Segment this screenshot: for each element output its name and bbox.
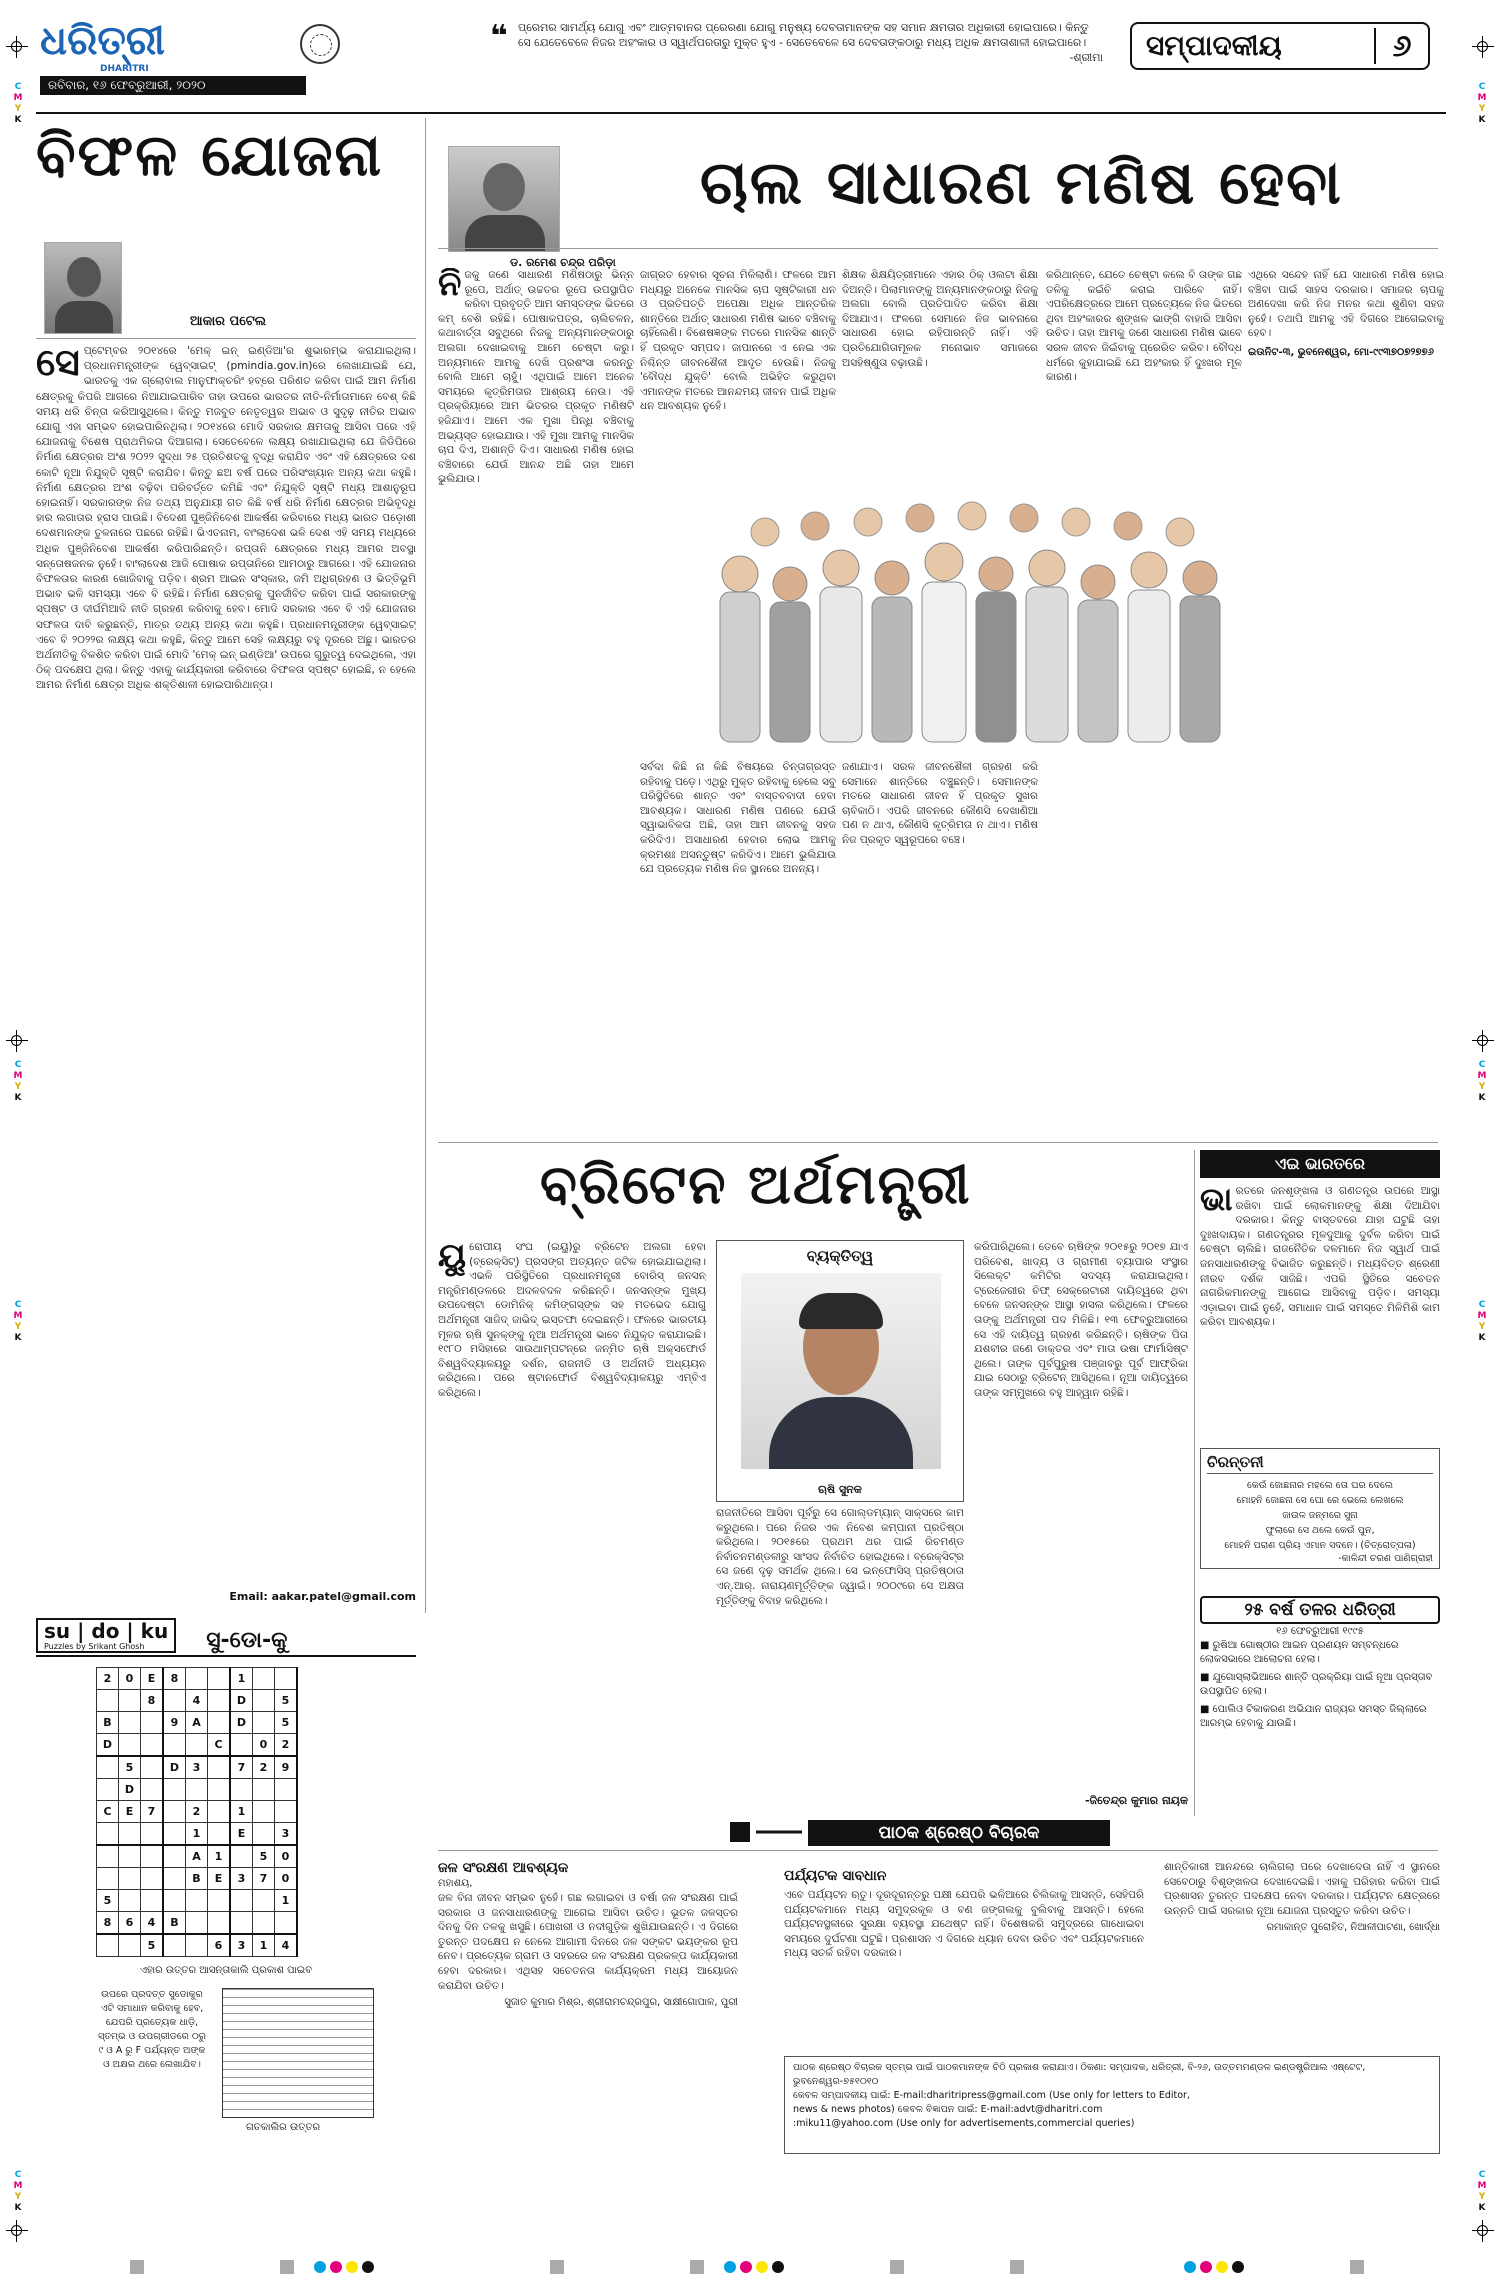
sudoku-row: [97, 1756, 298, 1779]
crowd-illustration: [710, 492, 1240, 754]
editorial-dropcap: ସେ: [36, 344, 80, 384]
column-rule: [1194, 1150, 1195, 1816]
poem-line: ଜାଉଳ ଜନ୍ମରେ ସୁନା: [1282, 1510, 1358, 1521]
sudoku-cell[interactable]: 5: [141, 1934, 164, 1957]
sudoku-cell[interactable]: [141, 1868, 164, 1890]
divider: [438, 1850, 1438, 1851]
sudoku-cell[interactable]: D: [230, 1690, 253, 1712]
sudoku-cell[interactable]: [119, 1934, 141, 1957]
readers-banner: ପାଠକ ଶ୍ରେଷ୍ଠ ବିଚାରକ: [808, 1820, 1110, 1846]
sudoku-row: [97, 1912, 298, 1935]
sudoku-cell[interactable]: 5: [275, 1690, 298, 1712]
sudoku-answer-grid: [222, 1988, 374, 2118]
sudoku-cell[interactable]: [186, 1779, 208, 1801]
letter-2-title: ପର୍ଯ୍ୟଟକ ସାବଧାନ: [784, 1868, 887, 1884]
sudoku-cell[interactable]: [230, 1890, 253, 1912]
sudoku-row: [97, 1712, 298, 1734]
india-dropcap: ଭା: [1200, 1184, 1233, 1218]
sudoku-cell[interactable]: E: [230, 1823, 253, 1846]
years-ago-item: ■ ଯୁଗୋସ୍ଲାଭିଆରେ ଶାନ୍ତି ପ୍ରକ୍ରିୟା ପାଇଁ ନୂଆ ପ୍ରସ୍ତାବ ଉପସ୍ଥାପିତ ହେଲା।: [1200, 1672, 1433, 1697]
sudoku-row: [97, 1823, 298, 1846]
sudoku-cell[interactable]: 3: [186, 1756, 208, 1779]
sudoku-cell[interactable]: 4: [275, 1934, 298, 1957]
sudoku-cell[interactable]: [119, 1690, 141, 1712]
registration-mark: [6, 36, 28, 58]
pen-icon: [726, 1818, 806, 1846]
sudoku-row: [97, 1868, 298, 1890]
quote-mark-icon: ❝: [490, 19, 508, 54]
chirantani-poem: [1207, 1478, 1433, 1553]
sudoku-answer-title: ଗତକାଲିର ଉତ୍ତର: [246, 2122, 321, 2133]
sudoku-cell[interactable]: [253, 1690, 275, 1712]
feature-text: ରୋପୀୟ ସଂଘ (ଇୟୁ)ରୁ ବ୍ରିଟେନ ଅଲଗା ହେବା (ବ୍ରେକ୍ସିଟ୍) ପ୍ରସଙ୍ଗ ଅତ୍ୟନ୍ତ ଜଟିଳ ହୋଇଯାଇଥିଲା। ଏଭଳି ପରିସ୍ଥିତିରେ ପ୍ରଧାନମନ୍ତ୍ରୀ ବୋରିସ୍ ଜନସନ୍ ମନ୍ତ୍ରିମଣ୍ଡଳରେ ଅଦଳବଦଳ କରିଛନ୍ତି। ଜନସନ୍‌ଙ୍କ ମୁଖ୍ୟ ଉପଦେଷ୍ଟା ଡୋମିନିକ୍ କମିଙ୍ଗସ୍‌ଙ୍କ ସହ ମତଭେଦ ଯୋଗୁ ଅର୍ଥମନ୍ତ୍ରୀ ସାଜିଦ୍ ଜାଭିଦ୍ ଇସ୍ତଫା ଦେଇଛନ୍ତି। ଫଳରେ ଭାରତୀୟ ମୂଳର ଋଷି ସୁନକ୍‌ଙ୍କୁ ନୂଆ ଅର୍ଥମନ୍ତ୍ରୀ ଭାବେ ନିଯୁକ୍ତ କରାଯାଇଛି। ୧୯୮୦ ମସିହାରେ ସାଉଥାମ୍ପଟନ୍‌ରେ ଜନ୍ମିତ ଋଷି ଅକ୍ସଫୋର୍ଡ ବିଶ୍ୱବିଦ୍ୟାଳୟରୁ ଦର୍ଶନ, ରାଜନୀତି ଓ ଅର୍ଥନୀତି ଅଧ୍ୟୟନ କରିଥିଲେ। ପରେ ଷ୍ଟାନଫୋର୍ଡ ବିଶ୍ୱବିଦ୍ୟାଳୟରୁ ଏମ୍‌ବିଏ କରିଥିଲେ।: [438, 1241, 706, 1399]
sudoku-cell[interactable]: [253, 1890, 275, 1912]
sudoku-cell[interactable]: [97, 1756, 119, 1779]
letter-3-text: ଶାନ୍ତିକାରୀ ଆନନ୍ଦରେ ଚାଲିଗଲା ପରେ ଦେଖାଦେଉ ନାହିଁ ଏ ସ୍ଥାନରେ ସେବେଠାରୁ ବିଶୃଙ୍ଖଳତା ଦେଖାଦେଇଛି। ଏହାକୁ ପରିହାର କରିବା ପାଇଁ ପ୍ରଶାସନ ତୁରନ୍ତ ପଦକ୍ଷେପ ନେବା ଦରକାର। ପର୍ଯ୍ୟଟନ କ୍ଷେତ୍ରରେ ଉନ୍ନତି ପାଇଁ ସରକାର ନୂଆ ଯୋଜନା ପ୍ରସ୍ତୁତ କରିବା ଉଚିତ।: [1164, 1861, 1440, 1917]
letter-1: [438, 1860, 738, 2190]
sudoku-cell[interactable]: 1: [275, 1890, 298, 1912]
lead-col-5: [1248, 268, 1444, 758]
sudoku-cell[interactable]: 3: [230, 1868, 253, 1890]
india-box-text: ରତରେ ଜନଶୃଙ୍ଖଳା ଓ ଗଣତନ୍ତ୍ର ଉପରେ ଆସ୍ଥା ରଖିବା ପାଇଁ ଲୋକମାନଙ୍କୁ ଶିକ୍ଷା ଦିଆଯିବା ଦରକାର। କିନ୍ତୁ ବାସ୍ତବରେ ଯାହା ଘଟୁଛି ତାହା ଦୁଃଖଦାୟକ। ଗଣତନ୍ତ୍ରର ମୂଳଦୁଆକୁ ଦୁର୍ବଳ କରିବା ପାଇଁ ଚେଷ୍ଟା ଚାଲିଛି। ରାଜନୈତିକ ଦଳମାନେ ନିଜ ସ୍ୱାର୍ଥ ପାଇଁ ଜନସାଧାରଣଙ୍କୁ ବିଭାଜିତ କରୁଛନ୍ତି। ମଧ୍ୟବିତ୍ତ ଶ୍ରେଣୀ ନୀରବ ଦର୍ଶକ ସାଜିଛି। ଏପରି ସ୍ଥିତିରେ ସଚେତନ ନାଗରିକମାନଙ୍କୁ ଆଗେଇ ଆସିବାକୁ ପଡ଼ିବ। ସମସ୍ୟା ଏଡ଼ାଇବା ପାଇଁ ନୁହେଁ, ସମାଧାନ ପାଇଁ ସମସ୍ତେ ମିଳିମିଶି କାମ କରିବା ଆବଶ୍ୟକ।: [1200, 1185, 1440, 1329]
sudoku-cell[interactable]: [253, 1801, 275, 1823]
cmyk-marker: C M Y K: [13, 1300, 23, 1343]
sudoku-cell[interactable]: [141, 1712, 164, 1734]
sudoku-cell[interactable]: [97, 1690, 119, 1712]
lead-col-3: [842, 268, 1038, 490]
sudoku-cell[interactable]: [230, 1912, 253, 1935]
sudoku-note: ଏହାର ଉତ୍ତର ଆସନ୍ତାକାଲି ପ୍ରକାଶ ପାଇବ: [139, 1965, 313, 1976]
sudoku-cell[interactable]: [97, 1868, 119, 1890]
sudoku-row: [97, 1890, 298, 1912]
sudoku-cell[interactable]: [253, 1823, 275, 1846]
contact-line: କେବଳ ସମ୍ପାଦକୀୟ ପାଇଁ: E-mail:dharitripress@gmail.com (Use only for letters to Editor,: [793, 2090, 1190, 2101]
sudoku-title-or: ସୁ-ଡୋ-କୁ: [206, 1628, 288, 1653]
lead-dropcap: ନି: [438, 268, 462, 304]
sudoku-cell[interactable]: [275, 1801, 298, 1823]
quote-text: ପ୍ରେମର ସାମର୍ଥ୍ୟ ଯୋଗୁ ଏବଂ ଆତ୍ମବାନର ପ୍ରେରଣା ଯୋଗୁ ମନୁଷ୍ୟ ଦେବତାମାନଙ୍କ ସହ ସମାନ କ୍ଷମତାର ଅଧିକାରୀ ହୋଇପାରେ। କିନ୍ତୁ ସେ ଯେତେବେଳେ ନିଜର ଅହଂକାର ଓ ସ୍ୱାର୍ଥପରତାରୁ ମୁକ୍ତ ହୁଏ - ସେତେବେଳେ ସେ ଦେବତାଙ୍କଠାରୁ ମଧ୍ୟ ଅଧିକ କ୍ଷମତାଶାଳୀ ହୋଇପାରେ।: [518, 21, 1089, 49]
letter-1-title: ଜଳ ସଂରକ୍ଷଣ ଆବଶ୍ୟକ: [438, 1860, 569, 1876]
sudoku-cell[interactable]: 7: [253, 1868, 275, 1890]
letter-2-text: ଏବେ ପର୍ଯ୍ୟଟନ ଋତୁ। ଦୂରଦୂରାନ୍ତରୁ ପକ୍ଷୀ ଯେପରି ଭଳିଆରେ ଚିଲିକାକୁ ଆସନ୍ତି, ସେହିପରି ପର୍ଯ୍ୟଟକମାନେ ମଧ୍ୟ ସମୁଦ୍ରକୂଳ ଓ ବଣ ଜଙ୍ଗଲକୁ ବୁଲିବାକୁ ଆସନ୍ତି। ହେଲେ ପର୍ଯ୍ୟଟନସ୍ଥଳୀରେ ସୁରକ୍ଷା ବ୍ୟବସ୍ଥା ଯଥେଷ୍ଟ ନାହିଁ। ବିଶେଷକରି ସମୁଦ୍ରରେ ଗାଧୋଇବା ସମୟରେ ଦୁର୍ଘଟଣା ଘଟୁଛି। ପ୍ରଶାସନ ଏ ଦିଗରେ ଧ୍ୟାନ ଦେବା ଉଚିତ ଏବଂ ପର୍ଯ୍ୟଟକମାନେ ମଧ୍ୟ ସତର୍କ ରହିବା ଦରକାର।: [784, 1889, 1144, 1960]
sudoku-cell[interactable]: [230, 1779, 253, 1801]
registration-mark: [1472, 36, 1494, 58]
sudoku-cell[interactable]: [119, 1845, 141, 1868]
sudoku-cell[interactable]: 8: [97, 1912, 119, 1935]
years-ago-date: ୧୬ ଫେବ୍ରୁଆରୀ ୧୯୯୫: [1276, 1626, 1364, 1637]
sudoku-cell[interactable]: D: [230, 1712, 253, 1734]
poem-line: କେଉଁ ଜୋଛନାର ମହଲେ ତୋ ଘର ଦେଲେ: [1246, 1480, 1393, 1491]
lead-lower-col-2: [842, 760, 1038, 1140]
sudoku-cell[interactable]: [119, 1823, 141, 1846]
sudoku-cell[interactable]: C: [208, 1734, 231, 1757]
sudoku-title-en: su | do | ku: [44, 1619, 169, 1643]
sudoku-cell[interactable]: D: [163, 1756, 186, 1779]
lead-text: କରିଥାନ୍ତେ, ଯେତେ ଚେଷ୍ଟା କଲେ ବି ତାଙ୍କ ଗଛ ତଳିକୁ କଇଁଚି କରାଇ ପାରିବେ ନାହିଁ। ଏପରିକ୍ଷେତ୍ରରେ ଆମେ ପ୍ରତ୍ୟେକେ ନିଜ ଭିତରେ ଥିବା ଅହଂକାରର ଶୃଙ୍ଖଳ ଭାଙ୍ଗି ବାହାରି ଆସିବା ଉଚିତ। ତାହା ଆମକୁ ଜଣେ ସାଧାରଣ ମଣିଷ ଭାବେ ସରଳ ଜୀବନ ଜିଇଁବାକୁ ପ୍ରେରିତ କରିବ। ବୌଦ୍ଧ ଧର୍ମରେ କୁହାଯାଇଛି ଯେ ଅହଂକାର ହିଁ ଦୁଃଖର ମୂଳ କାରଣ।: [1046, 269, 1242, 384]
sudoku-cell[interactable]: [186, 1934, 208, 1957]
sudoku-cell[interactable]: [186, 1668, 208, 1690]
sudoku-cell[interactable]: B: [186, 1868, 208, 1890]
sudoku-cell[interactable]: [186, 1912, 208, 1935]
sudoku-cell[interactable]: 2: [97, 1668, 119, 1690]
sudoku-cell[interactable]: 6: [119, 1912, 141, 1935]
chirantani-poet: -କାଳିନ୍ଦୀ ଚରଣ ପାଣିଗ୍ରାହୀ: [1338, 1553, 1433, 1564]
years-ago-box: [1200, 1596, 1440, 1735]
contact-line: :miku11@yahoo.com (Use only for advertisements,commercial queries): [793, 2118, 1135, 2129]
sudoku-cell[interactable]: [97, 1934, 119, 1957]
dateline: ରବିବାର, ୧୬ ଫେବ୍ରୁଆରୀ, ୨୦୨୦: [40, 76, 306, 95]
registration-mark: [6, 2220, 28, 2242]
lead-bio: ଇଉନିଟ-୩, ଭୁବନେଶ୍ୱର, ମୋ-୯୯୩୭୦୭୨୭୭୬: [1248, 346, 1434, 358]
years-ago-item: ■ ରୁଷିଆ ଗୋଷ୍ଠୀର ଆଇନ ପ୍ରଣୟନ ସମ୍ବନ୍ଧରେ ଲୋକସଭାରେ ଆଲୋଚନା ହେଲା।: [1200, 1640, 1399, 1665]
cmyk-marker: C M Y K: [13, 2170, 23, 2213]
sudoku-cell[interactable]: [97, 1779, 119, 1801]
lead-title: ଚାଲ ସାଧାରଣ ମଣିଷ ହେବା: [700, 148, 1343, 218]
lead-col-2: [640, 268, 836, 490]
lead-author-photo: [448, 146, 560, 252]
sudoku-cell[interactable]: 1: [186, 1823, 208, 1846]
sudoku-cell[interactable]: [208, 1779, 231, 1801]
page-number: ୬: [1392, 28, 1412, 64]
sudoku-cell[interactable]: 7: [141, 1801, 164, 1823]
sudoku-cell[interactable]: 4: [186, 1690, 208, 1712]
registration-mark: [1472, 1030, 1494, 1052]
sudoku-cell[interactable]: B: [97, 1712, 119, 1734]
sudoku-cell[interactable]: [141, 1823, 164, 1846]
cmyk-marker: C M Y K: [1477, 2170, 1487, 2213]
sudoku-cell[interactable]: [141, 1756, 164, 1779]
sudoku-cell[interactable]: 0: [253, 1734, 275, 1757]
sudoku-cell[interactable]: [163, 1934, 186, 1957]
section-header: [1130, 22, 1430, 70]
sudoku-row: [97, 1668, 298, 1690]
divider: [36, 338, 416, 339]
sudoku-row: [97, 1779, 298, 1801]
sudoku-cell[interactable]: E: [141, 1668, 164, 1690]
sudoku-cell[interactable]: A: [186, 1845, 208, 1868]
section-title: ସମ୍ପାଦକୀୟ: [1146, 29, 1282, 62]
sudoku-grid[interactable]: [96, 1667, 298, 1957]
sudoku-cell[interactable]: [163, 1801, 186, 1823]
india-box: [1200, 1150, 1440, 1452]
sudoku-cell[interactable]: [141, 1845, 164, 1868]
lead-col-1: [438, 268, 634, 758]
sudoku-cell[interactable]: [208, 1690, 231, 1712]
sudoku-cell[interactable]: [97, 1823, 119, 1846]
divider: [438, 1142, 1438, 1143]
sudoku-cell[interactable]: [253, 1712, 275, 1734]
sudoku-cell[interactable]: 2: [275, 1734, 298, 1757]
sudoku-section: [36, 1618, 416, 2218]
sudoku-cell[interactable]: [163, 1690, 186, 1712]
editorial-body: [36, 344, 416, 1604]
editorial-text: ପ୍ଟେମ୍ବର ୨୦୧୪ରେ 'ମେକ୍ ଇନ୍ ଇଣ୍ଡିଆ'ର ଶୁଭାରମ୍ଭ କରାଯାଇଥିଲା। ପ୍ରଧାନମନ୍ତ୍ରୀଙ୍କ ୱେବ୍‌ସାଇଟ୍ (pmindia.gov.in)ରେ ଲେଖାଯାଇଛି ଯେ, ଭାରତକୁ ଏକ ଗ୍ଲୋବାଲ ମାନୁଫାକ୍ଚରିଂ ହବ୍‌ରେ ପରିଣତ କରିବା ପାଇଁ ଆମ ନିର୍ମାଣ କ୍ଷେତ୍ରକୁ କିପରି ଆଗରେ ନିଆଯାଇପାରିବ ତାହା ଉପରେ ଭାରତର ନୀତି-ନିର୍ମାତାମାନେ ବେଶ୍ କିଛି ସମୟ ଧରି ଚିନ୍ତା କରିଆସୁଥିଲେ। କିନ୍ତୁ ମଜବୁତ ନେତୃତ୍ୱର ଅଭାବ ଓ ସୁଦୃଢ଼ ନୀତିର ଅଭାବ ଯୋଗୁ ଏହା ସମ୍ଭବ ହୋଇପାରିନଥିଲା। ୨୦୧୪ରେ ମୋଦି ସରକାର କ୍ଷମତାକୁ ଆସିବା ପରେ ଏହି ଯୋଜନାକୁ ବିଶେଷ ପ୍ରାଥମିକତା ଦିଆଗଲା। ସେତେବେଳେ ଲକ୍ଷ୍ୟ ରଖାଯାଇଥିଲା ଯେ ଜିଡିପିରେ ନିର୍ମାଣ କ୍ଷେତ୍ରର ଅଂଶ ୨୦୨୨ ସୁଦ୍ଧା ୨୫ ପ୍ରତିଶତକୁ ବୃଦ୍ଧି କରାଯିବ ଏବଂ ଏହି କ୍ଷେତ୍ରରେ ଦଶ କୋଟି ନୂଆ ନିଯୁକ୍ତି ସୃଷ୍ଟି କରାଯିବ। କିନ୍ତୁ ଛଅ ବର୍ଷ ପରେ ପରିସଂଖ୍ୟାନ ଅନ୍ୟ କଥା କହୁଛି। ନିର୍ମାଣ କ୍ଷେତ୍ରର ଅଂଶ ବଢ଼ିବା ପରିବର୍ତ୍ତେ କମିଛି ଏବଂ ନିଯୁକ୍ତି ସୃଷ୍ଟି ମଧ୍ୟ ଆଶାନୁରୂପ ହୋଇନାହିଁ। ସରକାରଙ୍କ ନିଜ ତଥ୍ୟ ଅନୁଯାୟୀ ଗତ କିଛି ବର୍ଷ ଧରି ନିର୍ମାଣ କ୍ଷେତ୍ରର ଅଭିବୃଦ୍ଧି ହାର ଲଗାତାର ହ୍ରାସ ପାଉଛି। ବିଦେଶୀ ପୁଞ୍ଜିନିବେଶ ଆକର୍ଷଣ କରିବାରେ ମଧ୍ୟ ଭାରତ ପଡ଼ୋଶୀ ଦେଶମାନଙ୍କ ତୁଳନାରେ ପଛରେ ରହିଛି। ଭିଏତନାମ, ବାଂଲାଦେଶ ଭଳି ଦେଶ ଏହି ସମୟ ମଧ୍ୟରେ ଅଧିକ ପୁଞ୍ଜିନିବେଶ ଆକର୍ଷଣ କରିପାରିଛନ୍ତି। ରପ୍ତାନି କ୍ଷେତ୍ରରେ ମଧ୍ୟ ଆମର ଅବସ୍ଥା ସନ୍ତୋଷଜନକ ନୁହେଁ। ବାଂଲାଦେଶ ଆଜି ପୋଷାକ ରପ୍ତାନିରେ ଆମଠାରୁ ଆଗରେ। ଏହି ଯୋଜନାର ବିଫଳତାର କାରଣ ଖୋଜିବାକୁ ପଡ଼ିବ। ଶ୍ରମ ଆଇନ ସଂସ୍କାର, ଜମି ଅଧିଗ୍ରହଣ ଓ ଭିତ୍ତିଭୂମି ଅଭାବ ଭଳି ସମସ୍ୟା ଏବେ ବି ରହିଛି। ନିର୍ମାଣ କ୍ଷେତ୍ରକୁ ପୁନର୍ଜୀବିତ କରିବା ପାଇଁ ସରକାରଙ୍କୁ ସ୍ପଷ୍ଟ ଓ ଦୀର୍ଘମିଆଦି ନୀତି ଗ୍ରହଣ କରିବାକୁ ହେବ। ମୋଦି ସରକାର ଏବେ ବି ଏହି ଯୋଜନାର ସଫଳତା ଦାବି କରୁଛନ୍ତି, ମାତ୍ର ତଥ୍ୟ ଅନ୍ୟ କଥା କହୁଛି। ପ୍ରଧାନମନ୍ତ୍ରୀଙ୍କ ୱେବ୍‌ସାଇଟ୍ ଏବେ ବି ୨୦୨୨ର ଲକ୍ଷ୍ୟ କଥା କହୁଛି, କିନ୍ତୁ ଆମେ ସେହି ଲକ୍ଷ୍ୟରୁ ବହୁ ଦୂରରେ ଅଛୁ। ଭାରତର ଅର୍ଥନୀତିକୁ ବିକଶିତ କରିବା ପାଇଁ ମୋଦି 'ମେକ୍ ଇନ୍ ଇଣ୍ଡିଆ' ଉପରେ ଗୁରୁତ୍ୱ ଦେଇଥିଲେ, ଏହା ଠିକ୍ ପଦକ୍ଷେପ ଥିଲା। କିନ୍ତୁ ଏହାକୁ କାର୍ଯ୍ୟକାରୀ କରିବାରେ ବିଫଳତା ସ୍ପଷ୍ଟ ହୋଇଛି, ନ ହେଲେ ଆମର ନିର୍ମାଣ କ୍ଷେତ୍ର ଅଧିକ ଶକ୍ତିଶାଳୀ ହୋଇପାରିଥାନ୍ତା।: [36, 345, 416, 692]
sudoku-byline: Puzzles by Srikant Ghosh: [44, 1642, 145, 1651]
sudoku-cell[interactable]: [97, 1845, 119, 1868]
quote-author: -ଶ୍ରୀମା: [1069, 51, 1103, 64]
sudoku-cell[interactable]: [208, 1912, 231, 1935]
feature-dropcap: ୟୁ: [438, 1240, 467, 1276]
color-bar-strip: [130, 2258, 1370, 2276]
sudoku-row: [97, 1845, 298, 1868]
sudoku-cell[interactable]: 8: [141, 1690, 164, 1712]
editorial-author: ଆକାର ପଟେଲ: [190, 314, 267, 329]
lead-lower-col-1: [640, 760, 836, 1140]
india-box-title: ଏଇ ଭାରତରେ: [1200, 1150, 1440, 1178]
lead-text: ଜଣାଯାଏ। ସରଳ ଜୀବନଶୈଳୀ ଗ୍ରହଣ କରି ସେମାନେ ଶାନ୍ତିରେ ବଞ୍ଚୁଛନ୍ତି। ସେମାନଙ୍କ ମତରେ ସାଧାରଣ ଜୀବନ ହିଁ ପ୍ରକୃତ ସୁଖର ଚାବିକାଠି। ଏପରି ଜୀବନରେ କୌଣସି ଦେଖାଣିଆ ପଣ ନ ଥାଏ, କୌଣସି କୃତ୍ରିମତା ନ ଥାଏ। ମଣିଷ ନିଜ ପ୍ରକୃତ ସ୍ୱରୂପରେ ବଞ୍ଚେ।: [842, 761, 1038, 846]
sudoku-cell[interactable]: [208, 1668, 231, 1690]
sudoku-cell[interactable]: [163, 1779, 186, 1801]
feature-col-3: [974, 1240, 1188, 1788]
feature-photo-box: [716, 1240, 964, 1502]
sudoku-cell[interactable]: [186, 1890, 208, 1912]
sudoku-cell[interactable]: [186, 1734, 208, 1757]
sudoku-cell[interactable]: 9: [275, 1756, 298, 1779]
letter-3: [1164, 1860, 1440, 2050]
sudoku-cell[interactable]: [163, 1734, 186, 1757]
sudoku-cell[interactable]: 4: [141, 1912, 164, 1935]
lead-text: ଜକୁ ଜଣେ ସାଧାରଣ ମଣିଷଠାରୁ ଭିନ୍ନ ରୂପେ, ଅର୍ଥାତ୍ ଉଚ୍ଚତର ରୂପେ ଉପସ୍ଥାପିତ କରିବା ପ୍ରବୃତ୍ତି ଆମ ସମସ୍ତଙ୍କ ଭିତରେ କମ୍ ବେଶି ରହିଛି। ପୋଷାକପତ୍ର, ଚାଲିଚଳନ, କଥାବାର୍ତ୍ତା ସବୁଥିରେ ନିଜକୁ ଅନ୍ୟମାନଙ୍କଠାରୁ ଅଲଗା ଦେଖାଇବାକୁ ଆମେ ଚେଷ୍ଟା କରୁ। ଅନ୍ୟମାନେ ଆମକୁ ଦେଖି ପ୍ରଶଂସା କରନ୍ତୁ ବୋଲି ଆମେ ଚାହୁଁ। ଏଥିପାଇଁ ଆମେ ଅନେକ ସମୟରେ କୃତ୍ରିମତାର ଆଶ୍ରୟ ନେଉ। ଏହି ପ୍ରକ୍ରିୟାରେ ଆମ ଭିତରର ପ୍ରକୃତ ମଣିଷଟି ହଜିଯାଏ। ଆମେ ଏକ ମୁଖା ପିନ୍ଧି ବଞ୍ଚିବାକୁ ଅଭ୍ୟସ୍ତ ହୋଇଯାଉ। ଏହି ମୁଖା ଆମକୁ ମାନସିକ ଚାପ ଦିଏ, ଅଶାନ୍ତି ଦିଏ। ସାଧାରଣ ମଣିଷ ହୋଇ ବଞ୍ଚିବାରେ ଯେଉଁ ଆନନ୍ଦ ଅଛି ତାହା ଆମେ ଭୁଲିଯାଉ।: [438, 269, 634, 486]
feature-byline: -ଜିତେନ୍ଦ୍ର କୁମାର ନାୟକ: [1084, 1794, 1188, 1807]
years-ago-list: [1200, 1639, 1440, 1731]
sudoku-cell[interactable]: [208, 1823, 231, 1846]
sudoku-cell[interactable]: D: [97, 1734, 119, 1757]
sudoku-cell[interactable]: 6: [208, 1934, 231, 1957]
sudoku-cell[interactable]: 5: [253, 1845, 275, 1868]
sudoku-cell[interactable]: [119, 1734, 141, 1757]
sudoku-cell[interactable]: 0: [119, 1668, 141, 1690]
sudoku-cell[interactable]: [141, 1734, 164, 1757]
lead-author: ଡ. ରମେଶ ଚନ୍ଦ୍ର ପରିଡ଼ା: [510, 256, 616, 269]
divider: [438, 248, 1438, 249]
sudoku-cell[interactable]: 1: [230, 1801, 253, 1823]
sudoku-cell[interactable]: [119, 1890, 141, 1912]
feature-title: ବ୍ରିଟେନ ଅର୍ଥମନ୍ତ୍ରୀ: [540, 1153, 972, 1216]
sudoku-cell[interactable]: 3: [275, 1823, 298, 1846]
sudoku-cell[interactable]: 1: [253, 1934, 275, 1957]
sudoku-cell[interactable]: 1: [230, 1668, 253, 1690]
cmyk-marker: C M Y K: [1477, 1300, 1487, 1343]
sudoku-cell[interactable]: [275, 1668, 298, 1690]
lead-text: ସର୍ବଦା କିଛି ନା କିଛି ବିଷୟରେ ଚିନ୍ତାଗ୍ରସ୍ତ ରହିବାକୁ ପଡ଼େ। ଏଥିରୁ ମୁକ୍ତ ରହିବାକୁ ହେଲେ ସବୁ ପରିସ୍ଥିତିରେ ଶାନ୍ତ ଏବଂ ବାସ୍ତବବାଦୀ ହେବା ଆବଶ୍ୟକ। ସାଧାରଣ ମଣିଷ ପଣରେ ଯେଉଁ ସ୍ୱାଭାବିକତା ଅଛି, ତାହା ଆମ ଜୀବନକୁ ସହଜ କରିଦିଏ। ଅସାଧାରଣ ହେବାର ଲୋଭ ଆମକୁ କ୍ରମଶଃ ଅସନ୍ତୁଷ୍ଟ କରିଦିଏ। ଆମେ ଭୁଲିଯାଉ ଯେ ପ୍ରତ୍ୟେକ ମଣିଷ ନିଜ ସ୍ଥାନରେ ଅନନ୍ୟ।: [640, 761, 836, 876]
letter-3-author: ରମାକାନ୍ତ ପୁରୋହିତ, ନିଆଳୀପାଟଣା, ଖୋର୍ଦ୍ଧା: [1266, 1922, 1440, 1934]
sudoku-cell[interactable]: [253, 1779, 275, 1801]
registration-mark: [1472, 2220, 1494, 2242]
sudoku-cell[interactable]: 2: [186, 1801, 208, 1823]
cmyk-marker: C M Y K: [1477, 82, 1487, 125]
sudoku-cell[interactable]: 7: [230, 1756, 253, 1779]
masthead-quote: [518, 20, 1103, 65]
sudoku-cell[interactable]: C: [97, 1801, 119, 1823]
sudoku-cell[interactable]: [208, 1756, 231, 1779]
sudoku-instructions: ଉପରେ ପ୍ରଦତ୍ତ ସୁଡୋକୁର ଏଟି ସମାଧାନ କରିବାକୁ ହେବ, ଯେପରି ପ୍ରତ୍ୟେକ ଧାଡ଼ି, ସ୍ତମ୍ଭ ଓ ଉପଗ୍ରୀଡରେ ୦ରୁ ୯ ଓ A ରୁ F ପର୍ଯ୍ୟନ୍ତ ଅଙ୍କ ଓ ଅକ୍ଷର ଥରେ ଲେଖାଯିବ।: [98, 1989, 206, 2070]
sudoku-cell[interactable]: 0: [275, 1868, 298, 1890]
sudoku-cell[interactable]: [275, 1912, 298, 1935]
feature-col-2: [716, 1506, 964, 1806]
sudoku-cell[interactable]: E: [208, 1868, 231, 1890]
sudoku-row: [97, 1690, 298, 1712]
letter-1-salute: ମହାଶୟ,: [438, 1878, 473, 1889]
cmyk-marker: C M Y K: [13, 82, 23, 125]
author-photo: [44, 242, 122, 334]
sudoku-cell[interactable]: 1: [208, 1845, 231, 1868]
sudoku-cell[interactable]: [141, 1890, 164, 1912]
lead-text: ଏଥିରେ ସନ୍ଦେହ ନାହିଁ ଯେ ସାଧାରଣ ମଣିଷ ହୋଇ ବଞ୍ଚିବା ପାଇଁ ସାହସ ଦରକାର। ସମାଜର ଚାପକୁ ଅଣଦେଖା କରି ନିଜ ମନର କଥା ଶୁଣିବା ସହଜ ନୁହେଁ। ତଥାପି ଆମକୁ ଏହି ଦିଗରେ ଆଗେଇବାକୁ ହେବ।: [1248, 269, 1444, 340]
sudoku-cell[interactable]: 3: [230, 1934, 253, 1957]
wheel-emblem-icon: [300, 24, 340, 64]
lead-text: ଶିକ୍ଷକ ଶିକ୍ଷୟିତ୍ରୀମାନେ ଏହାର ଠିକ୍ ଓଲଟା ଶିକ୍ଷା ଦିଅନ୍ତି। ପିଲାମାନଙ୍କୁ ଅନ୍ୟମାନଙ୍କଠାରୁ ନିଜକୁ ଅଲଗା ବୋଲି ପ୍ରତିପାଦିତ କରିବା ଶିକ୍ଷା ଦିଆଯାଏ। ଫଳରେ ସେମାନେ ନିଜ ଭାବନାରେ ସାଧାରଣ ହୋଇ ରହିପାରନ୍ତି ନାହିଁ। ଏହି ପ୍ରତିଯୋଗିତାମୂଳକ ମନୋଭାବ ସମାଜରେ ଅସହିଷ୍ଣୁତା ବଢ଼ାଉଛି।: [842, 269, 1038, 369]
cmyk-marker: C M Y K: [1477, 1060, 1487, 1103]
sudoku-cell[interactable]: [119, 1712, 141, 1734]
letter-1-author: ସୁଜାତ କୁମାର ମିଶ୍ର, ଶ୍ରୀରାମଚନ୍ଦ୍ରପୁର, ସାକ୍ଷୀଗୋପାଳ, ପୁରୀ: [504, 1997, 738, 2009]
sudoku-cell[interactable]: [208, 1890, 231, 1912]
sudoku-cell[interactable]: [275, 1779, 298, 1801]
masthead-logo-block: [40, 18, 280, 100]
sudoku-cell[interactable]: 9: [163, 1712, 186, 1734]
sudoku-row: [97, 1734, 298, 1757]
chirantani-title: ଚିରନ୍ତନୀ: [1207, 1453, 1433, 1474]
sudoku-cell[interactable]: [119, 1868, 141, 1890]
sudoku-cell[interactable]: [230, 1845, 253, 1868]
poem-line: ମୋହନି ଜୋଛନା ସେ ଘୋ ରେ ଭେଲେ ଲେଖଲେ: [1236, 1495, 1404, 1506]
column-rule: [425, 118, 426, 1613]
sudoku-cell[interactable]: 0: [275, 1845, 298, 1868]
masthead-rule: [36, 112, 1446, 114]
sudoku-cell[interactable]: [230, 1734, 253, 1757]
contact-line: news & news photos) କେବଳ ବିଜ୍ଞାପନ ପାଇଁ: E-mail:advt@dharitri.com: [793, 2104, 1103, 2115]
sudoku-cell[interactable]: B: [163, 1912, 186, 1935]
editorial-email: Email: aakar.patel@gmail.com: [200, 1590, 416, 1603]
sudoku-cell[interactable]: [163, 1868, 186, 1890]
feature-photo: [741, 1273, 941, 1469]
sudoku-cell[interactable]: [163, 1845, 186, 1868]
lead-text: ଜାଗ୍ରତ ହେବାର ସୂଚନା ମିଳିଲାଣି। ଫଳରେ ଆମ ମଧ୍ୟରୁ ଅନେକେ ମାନସିକ ଚାପ ସୃଷ୍ଟିକାରୀ ଧନ ଓ ପ୍ରତିପତ୍ତି ଅପେକ୍ଷା ଅଧିକ ଆନ୍ତରିକ ଶାନ୍ତିରେ ଅର୍ଥାତ୍ ସାଧାରଣ ମଣିଷ ଭାବେ ବଞ୍ଚିବାକୁ ଚାହିଁଲେଣି। ବିଶେଷଜ୍ଞଙ୍କ ମତରେ ମାନସିକ ଶାନ୍ତି ହିଁ ପ୍ରକୃତ ସମ୍ପଦ। ଜାପାନରେ ଏ ନେଇ ଏକ ନିଶ୍ଚିନ୍ତ ଜୀବନଶୈଳୀ ଆଦୃତ ହେଉଛି। ନିଜକୁ 'ବୌଦ୍ଧ ଯୁକ୍ତି' ବୋଲି ଅଭିହିତ କରୁଥିବା ଏମାନଙ୍କ ମତରେ ଆନନ୍ଦମୟ ଜୀବନ ପାଇଁ ଅଧିକ ଧନ ଆବଶ୍ୟକ ନୁହେଁ।: [640, 269, 836, 413]
feature-photo-label: ବ୍ୟକ୍ତିତ୍ୱ: [806, 1247, 874, 1265]
years-ago-title: ୨୫ ବର୍ଷ ତଳର ଧରିତ୍ରୀ: [1200, 1596, 1440, 1624]
feature-col-1: [438, 1240, 706, 1800]
sudoku-row: [97, 1934, 298, 1957]
editorial-title: ବିଫଳ ଯୋଜନା: [36, 121, 384, 189]
sudoku-cell[interactable]: A: [186, 1712, 208, 1734]
sudoku-cell[interactable]: [253, 1668, 275, 1690]
sudoku-row: [97, 1801, 298, 1823]
letter-2: [784, 1868, 1144, 2048]
sudoku-cell[interactable]: 5: [97, 1890, 119, 1912]
contact-box: [784, 2056, 1440, 2154]
sudoku-cell[interactable]: [253, 1912, 275, 1935]
feature-photo-caption: ଋଷି ସୁନକ: [818, 1483, 862, 1496]
years-ago-item: ■ ପୋଲିଓ ଟିକାକରଣ ଅଭିଯାନ ରାଜ୍ୟର ସମସ୍ତ ଜିଲ୍ଲାରେ ଆରମ୍ଭ ହେବାକୁ ଯାଉଛି।: [1200, 1704, 1427, 1729]
masthead-logo-sub: DHARITRI: [100, 64, 149, 74]
sudoku-cell[interactable]: 2: [253, 1756, 275, 1779]
chirantani-box: [1200, 1448, 1440, 1569]
sudoku-cell[interactable]: [141, 1779, 164, 1801]
feature-text: ରାଜନୀତିରେ ଆସିବା ପୂର୍ବରୁ ସେ ଗୋଲ୍ଡମ୍ୟାନ୍ ସାକ୍ସରେ କାମ କରୁଥିଲେ। ପରେ ନିଜର ଏକ ନିବେଶ କମ୍ପାନୀ ପ୍ରତିଷ୍ଠା କରିଥିଲେ। ୨୦୧୫ରେ ପ୍ରଥମ ଥର ପାଇଁ ରିଚମଣ୍ଡ ନିର୍ବାଚନମଣ୍ଡଳୀରୁ ସାଂସଦ ନିର୍ବାଚିତ ହୋଇଥିଲେ। ବ୍ରେକ୍ସିଟ୍‌ର ସେ ଜଣେ ଦୃଢ଼ ସମର୍ଥକ ଥିଲେ। ସେ ଇନ୍ଫୋସିସ୍ ପ୍ରତିଷ୍ଠାତା ଏନ୍.ଆର୍. ନାରାୟଣମୂର୍ତ୍ତିଙ୍କ ଜ୍ୱାଇଁ। ୨୦୦୯ରେ ସେ ଅକ୍ଷତା ମୂର୍ତ୍ତିଙ୍କୁ ବିବାହ କରିଥିଲେ।: [716, 1507, 964, 1607]
sudoku-cell[interactable]: 5: [275, 1712, 298, 1734]
poem-line: ମୋହନି ପରାଣ ପ୍ରିୟ ଏମାନ ସଦନେ। (ଚିତ୍ରୋତ୍ପଳା): [1224, 1540, 1416, 1551]
sudoku-cell[interactable]: [163, 1823, 186, 1846]
sudoku-cell[interactable]: [163, 1890, 186, 1912]
sudoku-cell[interactable]: [208, 1801, 231, 1823]
feature-text: କରିପାରିଥିଲେ। ତେବେ ଋଷିଙ୍କ ୨୦୧୫ରୁ ୨୦୧୭ ଯାଏ ପରିବେଶ, ଖାଦ୍ୟ ଓ ଗ୍ରାମୀଣ ବ୍ୟାପାର ସଂସ୍ଥାର ସିଲେକ୍ଟ କମିଟିର ସଦସ୍ୟ କରାଯାଇଥିଲା। ଟ୍ରେଜେରୀର ଚିଫ୍ ସେକ୍ରେଟାରୀ ଦାୟିତ୍ୱରେ ଥିବା ବେଳେ ଜନସନ୍‌ଙ୍କ ଆସ୍ଥା ହାସଲ କରିଥିଲେ। ଫଳରେ ତାଙ୍କୁ ଅର୍ଥମନ୍ତ୍ରୀ ପଦ ମିଳିଛି। ୧୩ ଫେବ୍ରୁଆରୀରେ ସେ ଏହି ଦାୟିତ୍ୱ ଗ୍ରହଣ କରିଛନ୍ତି। ଋଷିଙ୍କ ପିତା ଯଶବୀର ଜଣେ ଡାକ୍ତର ଏବଂ ମାତା ଉଷା ଫାର୍ମାସିଷ୍ଟ ଥିଲେ। ତାଙ୍କ ପୂର୍ବପୁରୁଷ ପଞ୍ଜାବରୁ ପୂର୍ବ ଆଫ୍ରିକା ଯାଇ ସେଠାରୁ ବ୍ରିଟେନ୍ ଆସିଥିଲେ। ନୂଆ ଦାୟିତ୍ୱରେ ତାଙ୍କ ସମ୍ମୁଖରେ ବହୁ ଆହ୍ୱାନ ରହିଛି।: [974, 1241, 1188, 1399]
registration-mark: [6, 1030, 28, 1052]
sudoku-cell[interactable]: 8: [163, 1668, 186, 1690]
sudoku-cell[interactable]: D: [119, 1779, 141, 1801]
sudoku-cell[interactable]: [208, 1712, 231, 1734]
poem-line: ଫୁଲାରେ ସେ ଥଲେ କେଉଁ ପୁନ,: [1265, 1525, 1375, 1536]
sudoku-cell[interactable]: 5: [119, 1756, 141, 1779]
contact-line: ପାଠକ ଶ୍ରେଷ୍ଠ ବିଚାରକ ସ୍ତମ୍ଭ ପାଇଁ ପାଠକମାନଙ୍କ ଚିଠି ପ୍ରକାଶ କରାଯାଏ। ଠିକଣା: ସମ୍ପାଦକ, ଧରିତ୍ରୀ, ବି-୨୬, ଉତ୍ତମମଣ୍ଡଳ ଇଣ୍ଡଷ୍ଟ୍ରିଆଲ ଏଷ୍ଟେଟ, ଭୁବନେଶ୍ୱର-୭୫୧୦୧୦: [793, 2062, 1366, 2087]
sudoku-cell[interactable]: E: [119, 1801, 141, 1823]
masthead-logo: ଧରିତ୍ରୀ: [40, 18, 165, 64]
cmyk-marker: C M Y K: [13, 1060, 23, 1103]
letter-1-text: ଜଳ ବିନା ଜୀବନ ସମ୍ଭବ ନୁହେଁ। ଗଛ ଲଗାଇବା ଓ ବର୍ଷା ଜଳ ସଂରକ୍ଷଣ ପାଇଁ ସରକାର ଓ ଜନସାଧାରଣଙ୍କୁ ଆଗେଇ ଆସିବା ଉଚିତ। ଭୂତଳ ଜଳସ୍ତର ଦିନକୁ ଦିନ ତଳକୁ ଖସୁଛି। ପୋଖରୀ ଓ ନଦୀଗୁଡ଼ିକ ଶୁଖିଯାଉଛନ୍ତି। ଏ ଦିଗରେ ତୁରନ୍ତ ପଦକ୍ଷେପ ନ ନେଲେ ଆଗାମୀ ଦିନରେ ଜଳ ସଙ୍କଟ ଭୟଙ୍କର ରୂପ ନେବ। ପ୍ରତ୍ୟେକ ଗ୍ରାମ ଓ ସହରରେ ଜଳ ସଂରକ୍ଷଣ ପ୍ରକଳ୍ପ କାର୍ଯ୍ୟକାରୀ ହେବା ଦରକାର। ଏଥିସହ ସଚେତନତା କାର୍ଯ୍ୟକ୍ରମ ମଧ୍ୟ ଆୟୋଜନ କରାଯିବା ଉଚିତ।: [438, 1892, 738, 1992]
